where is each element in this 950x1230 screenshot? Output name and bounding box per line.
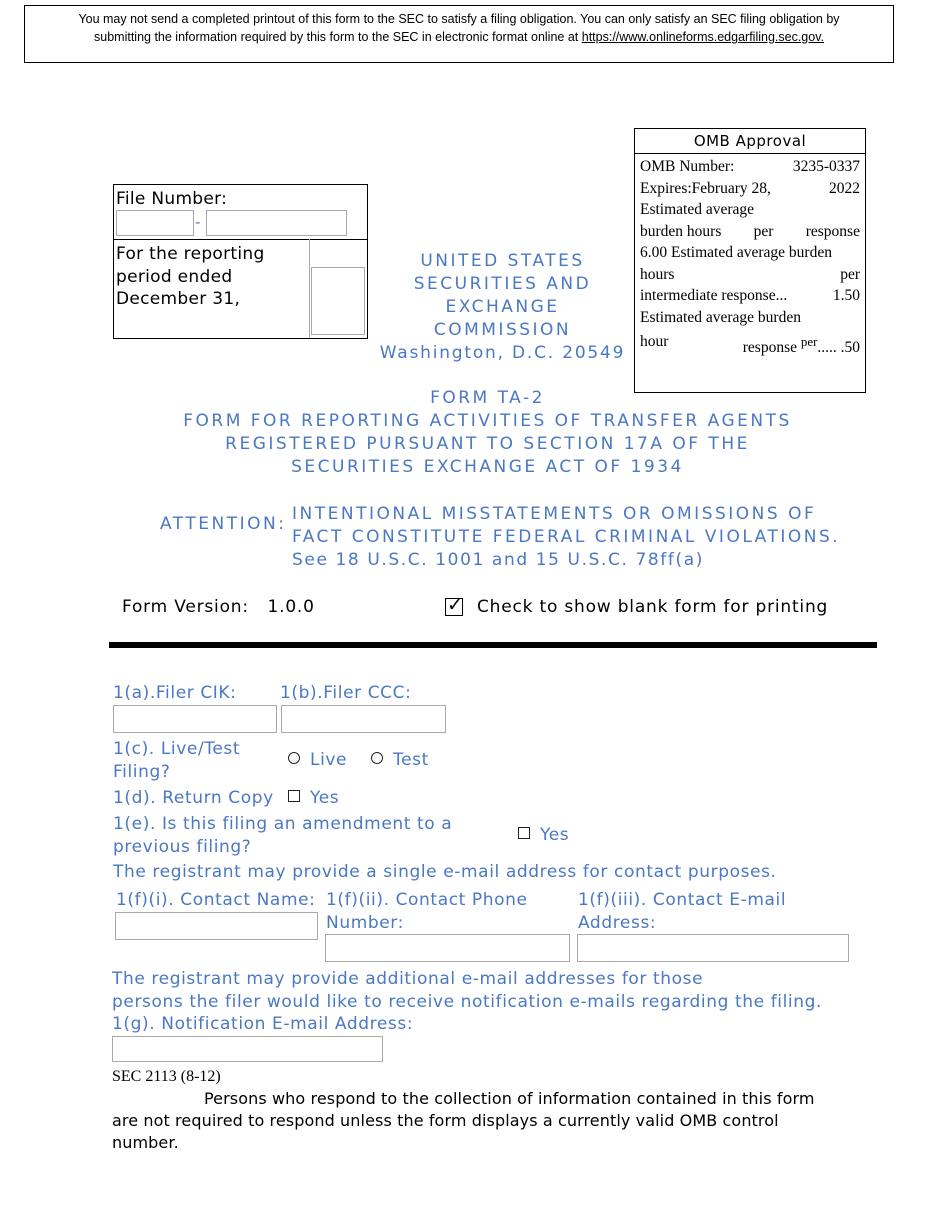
omb-hours: hours xyxy=(640,265,675,283)
reporting-year-input[interactable] xyxy=(311,267,365,335)
amendment-option[interactable] xyxy=(518,824,569,847)
form-number: FORM TA-2 xyxy=(430,388,545,408)
omb-response-2: response xyxy=(742,339,798,357)
omb-per-2: per xyxy=(840,265,860,283)
omb-number-value: 3235-0337 xyxy=(792,158,860,175)
notice-line-2: submitting the information required by this form to the SEC in electronic format online at xyxy=(94,30,579,44)
form-version-value: 1.0.0 xyxy=(267,597,315,617)
omb-burden-line: 6.00 Estimated average burden xyxy=(640,244,832,261)
blank-form-check[interactable] xyxy=(445,594,829,617)
form-version-label: Form Version: xyxy=(122,597,249,617)
return-copy-yes-label: Yes xyxy=(310,788,340,808)
omb-response-value: ..... .50 xyxy=(817,339,860,357)
test-option[interactable] xyxy=(371,749,429,772)
notification-email-label: 1(g). Notification E-mail Address: xyxy=(112,1014,414,1034)
test-radio[interactable] xyxy=(371,752,383,764)
attention-text xyxy=(292,503,892,572)
omb-intermediate-value: 1.50 xyxy=(832,287,860,304)
omb-approval-box xyxy=(634,128,866,393)
live-radio[interactable] xyxy=(288,752,300,764)
additional-emails-note xyxy=(112,968,872,1014)
agency-line-4: COMMISSION xyxy=(433,320,572,340)
amendment-label: 1(e). Is this filing an amendment to a previous filing? xyxy=(113,814,453,857)
form-version xyxy=(122,597,315,617)
agency-line-2: SECURITIES AND xyxy=(413,274,592,294)
form-title-line-2: FORM FOR REPORTING ACTIVITIES OF TRANSFER AGENTS xyxy=(183,411,792,431)
agency-line-1: UNITED STATES xyxy=(420,251,585,271)
live-option[interactable] xyxy=(288,749,347,772)
omb-burden-hours: burden hours xyxy=(640,222,722,240)
filer-cik-input[interactable] xyxy=(113,705,277,733)
omb-title: OMB Approval xyxy=(635,129,865,154)
form-code: SEC 2113 (8-12) xyxy=(112,1068,221,1085)
amendment-yes-label: Yes xyxy=(540,825,570,845)
return-copy-option[interactable] xyxy=(288,787,339,810)
return-copy-label: 1(d). Return Copy xyxy=(113,788,274,808)
reporting-period-label: For the reporting period ended December 31, xyxy=(116,244,265,309)
checkmark-icon: ✓ xyxy=(447,594,464,616)
omb-estimate-line-2: Estimated average burden xyxy=(640,308,801,326)
paperwork-notice-text: Persons who respond to the collection of information contained in this form are not required to respond unless the form displays a currently valid OMB control number. xyxy=(112,1089,815,1152)
filer-ccc-input[interactable] xyxy=(281,705,446,733)
attention-line-3: See 18 U.S.C. 1001 and 15 U.S.C. 78ff(a) xyxy=(292,550,704,570)
paperwork-notice xyxy=(112,1088,832,1154)
attention-line-2: FACT CONSTITUTE FEDERAL CRIMINAL VIOLATIONS. xyxy=(292,527,841,547)
file-number-suffix-input[interactable] xyxy=(206,210,347,236)
contact-email-label: 1(f)(iii). Contact E-mail Address: xyxy=(578,890,787,933)
contact-note: The registrant may provide a single e-mail address for contact purposes. xyxy=(113,862,777,882)
return-copy-checkbox[interactable] xyxy=(288,790,300,802)
omb-intermediate-response: intermediate response... xyxy=(640,287,788,304)
contact-phone-label: 1(f)(ii). Contact Phone Number: xyxy=(326,890,528,933)
omb-per-3: per xyxy=(800,334,818,349)
file-number-prefix-input[interactable] xyxy=(116,210,194,236)
omb-expires-year: 2022 xyxy=(829,179,860,197)
omb-per: per xyxy=(753,222,774,240)
omb-expires-label: Expires:February 28, xyxy=(640,179,771,197)
live-test-label: 1(c). Live/Test Filing? xyxy=(113,739,241,782)
contact-name-input[interactable] xyxy=(115,912,318,940)
contact-phone-input[interactable] xyxy=(325,934,570,962)
form-title-line-4: SECURITIES EXCHANGE ACT OF 1934 xyxy=(291,457,684,477)
live-label: Live xyxy=(310,750,348,770)
form-title-line-3: REGISTERED PURSUANT TO SECTION 17A OF THE xyxy=(225,434,750,454)
agency-heading xyxy=(370,250,635,365)
agency-line-3: EXCHANGE xyxy=(445,297,560,317)
electronic-filing-notice xyxy=(24,5,894,63)
file-number-box xyxy=(113,184,368,339)
notification-email-input[interactable] xyxy=(112,1036,383,1062)
omb-hour: hour xyxy=(640,333,669,350)
blank-form-checkbox[interactable] xyxy=(445,594,464,616)
test-label: Test xyxy=(393,750,429,770)
amendment-checkbox[interactable] xyxy=(518,827,530,839)
filer-ccc-label: 1(b).Filer CCC: xyxy=(280,683,412,703)
edgar-url-link[interactable]: https://www.onlineforms.edgarfiling.sec.gov. xyxy=(581,30,824,44)
section-divider xyxy=(109,642,877,648)
omb-estimate-line: Estimated average xyxy=(640,201,755,218)
blank-form-check-label: Check to show blank form for printing xyxy=(477,597,829,617)
file-number-label: File Number: xyxy=(116,189,228,209)
filer-cik-label: 1(a).Filer CIK: xyxy=(113,683,237,703)
agency-location: Washington, D.C. 20549 xyxy=(379,343,626,363)
omb-number-label: OMB Number: xyxy=(640,158,735,175)
attention-label: ATTENTION: xyxy=(160,514,287,534)
form-title xyxy=(100,387,875,479)
file-number-dash: - xyxy=(195,213,201,231)
additional-note-line-1: The registrant may provide additional e-mail addresses for those xyxy=(112,969,704,989)
additional-note-line-2: persons the filer would like to receive notification e-mails regarding the filing. xyxy=(112,992,823,1012)
contact-email-input[interactable] xyxy=(577,934,849,962)
notice-line-1: You may not send a completed printout of this form to the SEC to satisfy a filing obligation. You can only satisfy an SEC filing obligation by xyxy=(78,12,840,26)
attention-line-1: INTENTIONAL MISSTATEMENTS OR OMISSIONS OF xyxy=(292,504,817,524)
omb-response: response xyxy=(805,222,860,240)
contact-name-label: 1(f)(i). Contact Name: xyxy=(116,890,316,910)
